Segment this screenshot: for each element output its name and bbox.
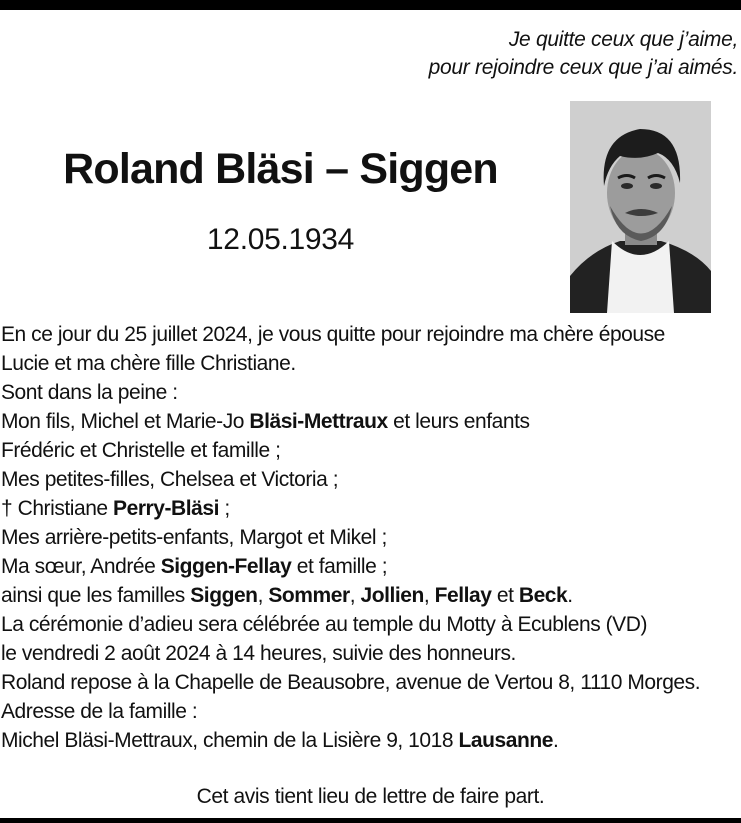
bottom-border (0, 818, 741, 823)
text-segment: ; (219, 497, 230, 520)
portrait-photo (570, 101, 711, 313)
closing-note: Cet avis tient lieu de lettre de faire part. (196, 785, 545, 808)
text-segment: , (423, 584, 435, 607)
text-segment: et famille ; (291, 555, 388, 578)
obituary-body (1, 320, 741, 755)
family-name: Perry-Bläsi (113, 497, 219, 520)
top-border (0, 0, 741, 10)
body-line: le vendredi 2 août 2024 à 14 heures, suivie des honneurs. (1, 642, 516, 665)
family-name: Siggen-Fellay (160, 555, 292, 578)
body-line: Mes petites-filles, Chelsea et Victoria ; (1, 468, 339, 491)
text-segment: et (491, 584, 519, 607)
body-line: Mes arrière-petits-enfants, Margot et Mikel ; (1, 526, 387, 549)
family-name: Siggen (190, 584, 258, 607)
text-segment: Ma sœur, Andrée (1, 555, 161, 578)
birth-date: 12.05.1934 (206, 223, 355, 256)
body-line: La cérémonie d’adieu sera célébrée au temple du Motty à Ecublens (VD) (1, 613, 647, 636)
body-line: Lucie et ma chère fille Christiane. (1, 352, 296, 375)
body-line (1, 407, 741, 436)
family-name: Beck (518, 584, 568, 607)
family-name: Sommer (268, 584, 350, 607)
epigraph-line-2: pour rejoindre ceux que j’ai aimés. (428, 56, 738, 79)
body-line (1, 581, 741, 610)
body-line: Roland repose à la Chapelle de Beausobre, avenue de Vertou 8, 1110 Morges. (1, 671, 701, 694)
body-line: Frédéric et Christelle et famille ; (1, 439, 281, 462)
text-segment: . (567, 584, 573, 607)
family-name: Bläsi-Mettraux (249, 410, 388, 433)
family-name: Fellay (434, 584, 492, 607)
text-segment: † Christiane (1, 497, 114, 520)
text-segment: , (349, 584, 361, 607)
body-line (1, 494, 741, 523)
text-segment: , (257, 584, 269, 607)
text-segment: et leurs enfants (387, 410, 530, 433)
body-line (1, 726, 741, 755)
epigraph-line-1: Je quitte ceux que j’aime, (508, 28, 738, 51)
city-name: Lausanne (458, 729, 553, 752)
text-segment: . (552, 729, 559, 752)
body-line: Sont dans la peine : (1, 381, 178, 404)
deceased-name: Roland Bläsi – Siggen (63, 145, 498, 193)
text-segment: ainsi que les familles (1, 584, 191, 607)
body-line: En ce jour du 25 juillet 2024, je vous quitte pour rejoindre ma chère épouse (1, 323, 665, 346)
epigraph (318, 26, 738, 82)
body-line (1, 552, 741, 581)
family-name: Jollien (360, 584, 424, 607)
body-line: Adresse de la famille : (1, 700, 198, 723)
text-segment: Michel Bläsi-Mettraux, chemin de la Lisière 9, 1018 (1, 729, 459, 752)
text-segment: Mon fils, Michel et Marie-Jo (1, 410, 250, 433)
